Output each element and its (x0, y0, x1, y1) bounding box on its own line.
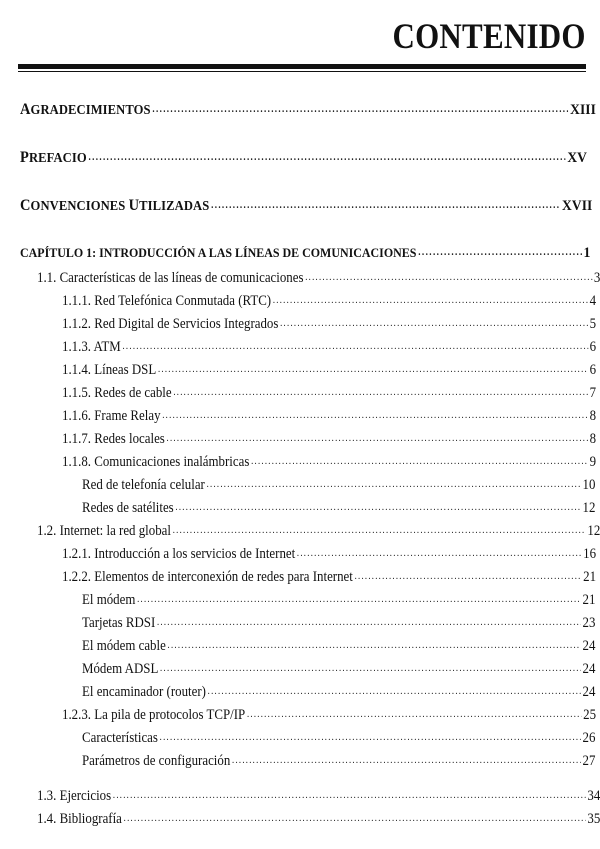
leader-dots (113, 785, 586, 800)
toc-entry[interactable] (62, 336, 596, 356)
toc-page-number: 21 (582, 592, 596, 608)
leader-dots (211, 196, 560, 210)
toc-entry-label: 1.1.4. Líneas DSL (62, 362, 157, 378)
leader-dots (232, 750, 581, 765)
toc-entry-label: Módem ADSL (82, 661, 159, 677)
toc-entry-label: Parámetros de configuración (82, 753, 231, 769)
toc-entry[interactable] (62, 382, 596, 402)
toc-entry[interactable] (62, 543, 596, 563)
toc-page-number: 26 (582, 730, 596, 746)
toc-entry[interactable] (37, 785, 600, 805)
toc-entry-label: 1.1.3. ATM (62, 339, 121, 355)
toc-page-number: 8 (589, 431, 597, 447)
toc-page-number: 12 (582, 500, 596, 516)
toc-entry[interactable] (82, 635, 595, 655)
toc-page-number: 4 (589, 293, 597, 309)
toc-entry-label: 1.2.3. La pila de protocolos TCP/IP (62, 707, 246, 723)
leader-dots (273, 290, 588, 305)
toc-entry-agradecimientos[interactable] (20, 100, 596, 119)
toc-entry[interactable] (82, 589, 595, 609)
toc-entry-label: Tarjetas RDSI (82, 615, 156, 631)
toc-page-number: 1 (583, 245, 591, 261)
leader-dots (175, 497, 580, 512)
toc-entry[interactable] (62, 313, 596, 333)
toc-entry-prefacio[interactable] (20, 148, 587, 167)
toc-page-number: 24 (582, 661, 596, 677)
toc-entry-label: 1.1.8. Comunicaciones inalámbricas (62, 454, 250, 470)
toc-entry-chapter-1[interactable] (20, 244, 590, 262)
leader-dots (152, 100, 568, 114)
leader-dots (162, 405, 588, 420)
toc-entry-label: CONVENCIONES UTILIZADAS (20, 197, 210, 214)
leader-dots (157, 612, 581, 627)
toc-page-number: XV (567, 150, 587, 166)
toc-entry-label: CAPÍTULO 1: INTRODUCCIÓN A LAS LÍNEAS DE COMUNICACIONES (20, 245, 417, 260)
toc-entry-label: PREFACIO (20, 149, 87, 166)
leader-dots (168, 635, 581, 650)
toc-page-number: 21 (583, 569, 597, 585)
toc-page-number: 8 (589, 408, 597, 424)
toc-entry-label: 1.1.2. Red Digital de Servicios Integrados (62, 316, 279, 332)
leader-dots (160, 658, 581, 673)
leader-dots (137, 589, 581, 604)
toc-entry-label: 1.1.1. Red Telefónica Conmutada (RTC) (62, 293, 272, 309)
toc-entry[interactable] (62, 451, 596, 471)
toc-entry-label: 1.1.7. Redes locales (62, 431, 165, 447)
title-rule-thick (18, 64, 586, 69)
toc-entry[interactable] (62, 405, 596, 425)
toc-page-number: 27 (582, 753, 596, 769)
toc-page-number: XIII (570, 102, 596, 118)
toc-page-number: 10 (582, 477, 596, 493)
leader-dots (355, 566, 582, 581)
leader-dots (158, 359, 588, 374)
toc-page-number: 3 (593, 270, 600, 286)
toc-page-number: 16 (583, 546, 597, 562)
toc-page-number: 6 (589, 339, 597, 355)
toc-entry[interactable] (37, 267, 600, 287)
toc-entry-label: 1.2. Internet: la red global (37, 523, 171, 539)
leader-dots (173, 382, 588, 397)
leader-dots (418, 244, 581, 257)
toc-page-number: 23 (582, 615, 596, 631)
toc-page-number: XVII (562, 198, 593, 214)
toc-entry-label: 1.1.5. Redes de cable (62, 385, 172, 401)
page-title: CONTENIDO (392, 16, 586, 56)
toc-entry[interactable] (62, 290, 596, 310)
toc-entry[interactable] (62, 428, 596, 448)
toc-page-number: 9 (589, 454, 597, 470)
title-rule-thin (18, 71, 586, 72)
toc-entry[interactable] (62, 566, 596, 586)
leader-dots (280, 313, 588, 328)
toc-entry-label: El módem cable (82, 638, 166, 654)
toc-entry-label: 1.4. Bibliografía (37, 811, 122, 827)
leader-dots (207, 474, 581, 489)
toc-entry-label: Características (82, 730, 158, 746)
toc-page-number: 6 (589, 362, 597, 378)
toc-entry-label: 1.1. Características de las líneas de comunicaciones (37, 270, 304, 286)
leader-dots (305, 267, 592, 282)
toc-entry[interactable] (82, 612, 595, 632)
toc-entry[interactable] (82, 750, 595, 770)
toc-entry-label: 1.1.6. Frame Relay (62, 408, 161, 424)
leader-dots (160, 727, 581, 742)
toc-page-number: 34 (587, 788, 600, 804)
toc-page-number: 7 (589, 385, 597, 401)
leader-dots (247, 704, 581, 719)
leader-dots (122, 336, 587, 351)
toc-entry[interactable] (37, 520, 600, 540)
toc-entry-label: El encaminador (router) (82, 684, 206, 700)
toc-entry-label: 1.3. Ejercicios (37, 788, 112, 804)
toc-entry[interactable] (82, 497, 595, 517)
toc-page-number: 24 (582, 638, 596, 654)
toc-entry[interactable] (82, 727, 595, 747)
toc-entry[interactable] (82, 658, 595, 678)
toc-entry-label: AGRADECIMIENTOS (20, 101, 151, 118)
leader-dots (251, 451, 588, 466)
toc-entry[interactable] (62, 359, 596, 379)
leader-dots (297, 543, 582, 558)
toc-entry[interactable] (62, 704, 596, 724)
toc-page-number: 35 (587, 811, 600, 827)
toc-entry[interactable] (82, 474, 595, 494)
toc-page-number: 24 (582, 684, 596, 700)
toc-page-number: 5 (589, 316, 597, 332)
toc-entry-label: 1.2.2. Elementos de interconexión de redes para Internet (62, 569, 353, 585)
leader-dots (173, 520, 586, 535)
leader-dots (167, 428, 588, 443)
toc-entry-convenciones[interactable] (20, 196, 592, 215)
toc-entry-label: 1.2.1. Introducción a los servicios de Internet (62, 546, 296, 562)
toc-entry-label: El módem (82, 592, 136, 608)
leader-dots (208, 681, 581, 696)
toc-entry-label: Red de telefonía celular (82, 477, 205, 493)
leader-dots (89, 148, 566, 162)
toc-page-number: 12 (587, 523, 600, 539)
toc-entry-label: Redes de satélites (82, 500, 174, 516)
toc-entry[interactable] (37, 808, 600, 828)
leader-dots (124, 808, 586, 823)
toc-page-number: 25 (583, 707, 597, 723)
toc-entry[interactable] (82, 681, 595, 701)
